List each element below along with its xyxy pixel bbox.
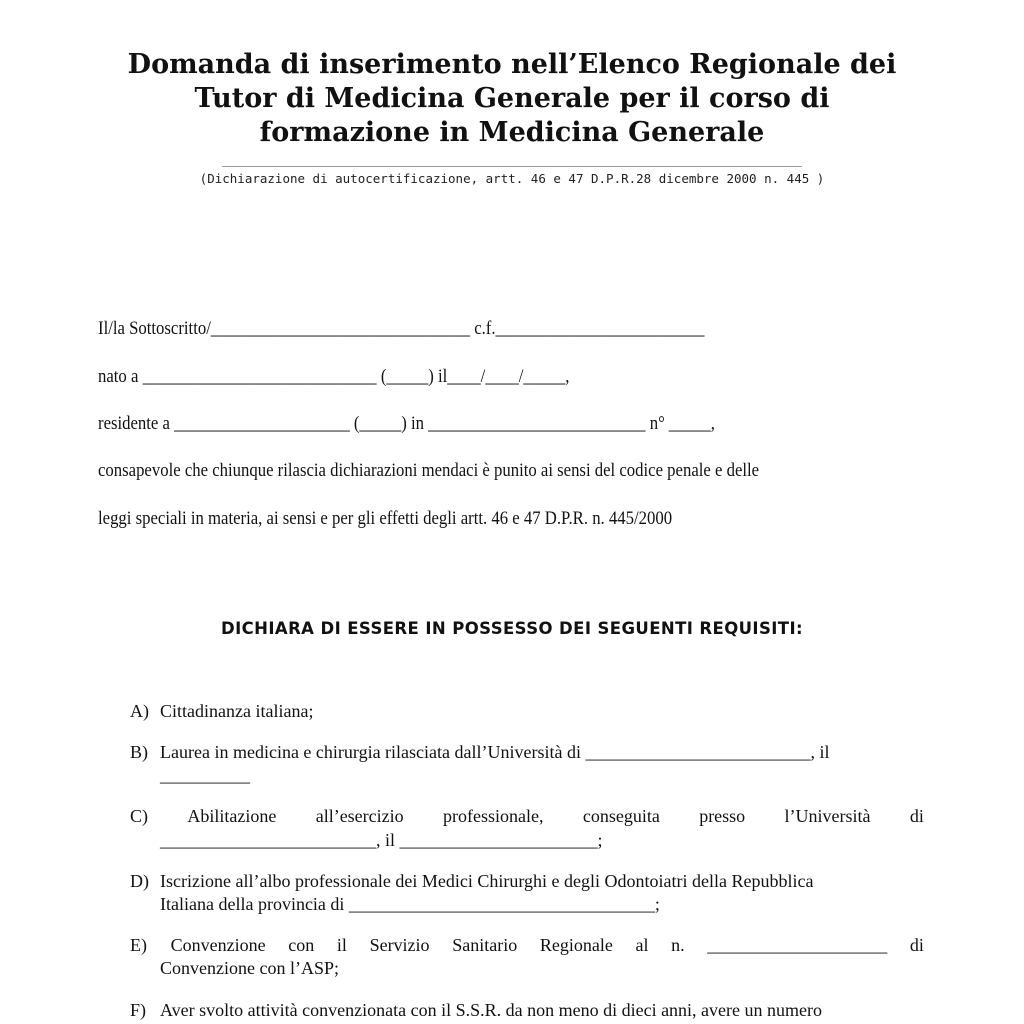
requirement-word: di (909, 806, 924, 826)
title-line: formazione in Medicina Generale (259, 117, 765, 148)
requirement-word: al (635, 935, 649, 955)
form-line-birth: nato a ____________________________ (_____) il____/____/_____, (98, 366, 570, 387)
requirement-word: con (288, 935, 315, 955)
form-line-declaration-1: consapevole che chiunque rilascia dichiarazioni mendaci è punito ai sensi del codice penale e delle (98, 460, 760, 481)
subtitle-divider (222, 166, 802, 167)
document-title (60, 48, 964, 150)
requirement-word: ____________________ (707, 935, 888, 955)
title-line: Tutor di Medicina Generale per il corso di (194, 83, 830, 114)
requirements-heading: DICHIARA DI ESSERE IN POSSESSO DEI SEGUENTI REQUISITI: (221, 619, 803, 638)
title-line: Domanda di inserimento nell’Elenco Regionale dei (127, 49, 897, 80)
requirement-b-continuation: __________ (160, 765, 250, 785)
requirement-text: Laurea in medicina e chirurgia rilasciata dall’Università di _________________________, il (160, 742, 830, 762)
requirement-c (130, 806, 924, 827)
document-subtitle: (Dichiarazione di autocertificazione, artt. 46 e 47 D.P.R.28 dicembre 2000 n. 445 ) (199, 171, 825, 186)
form-line-declaration-2: leggi speciali in materia, ai sensi e per gli effetti degli artt. 46 e 47 D.P.R. n. 445/2000 (98, 508, 673, 529)
requirement-text: Iscrizione all’albo professionale dei Medici Chirurghi e degli Odontoiatri della Repubblica (160, 871, 814, 891)
requirement-letter: B) (130, 742, 148, 762)
requirement-f (130, 1000, 822, 1021)
requirement-a (130, 701, 313, 722)
requirement-word: professionale, (443, 806, 544, 826)
form-line-name: Il/la Sottoscritto/_______________________________ c.f._________________________ (98, 318, 705, 339)
requirement-d (130, 871, 813, 892)
requirement-text: Cittadinanza italiana; (160, 701, 314, 721)
requirement-word: Abilitazione (187, 806, 277, 826)
requirement-word: di (909, 935, 924, 955)
requirement-word: conseguita (582, 806, 660, 826)
form-line-residence: residente a _____________________ (_____) in __________________________ n° _____, (98, 413, 715, 434)
requirement-letter: D) (130, 871, 149, 891)
requirement-c-continuation: ________________________, il ______________________; (160, 830, 603, 850)
requirement-word: Regionale (539, 935, 613, 955)
requirement-word: il (336, 935, 347, 955)
requirement-letter: C) (130, 806, 148, 826)
requirement-e (130, 935, 924, 956)
requirement-word: presso (699, 806, 746, 826)
requirement-letter: E) (130, 935, 147, 955)
requirement-word: Convenzione (170, 935, 266, 955)
requirement-letter: F) (130, 1000, 147, 1020)
requirement-d-continuation: Italiana della provincia di __________________________________; (160, 894, 660, 914)
requirement-word: n. (671, 935, 685, 955)
requirement-text: Aver svolto attività convenzionata con il S.S.R. da non meno di dieci anni, avere un numero (160, 1000, 823, 1020)
requirement-b (130, 742, 830, 763)
requirement-word: l’Università (784, 806, 871, 826)
requirement-e-continuation: Convenzione con l’ASP; (160, 958, 339, 978)
requirement-word: Sanitario (452, 935, 518, 955)
requirement-letter: A) (130, 701, 149, 721)
requirement-word: all’esercizio (315, 806, 404, 826)
requirement-word: Servizio (369, 935, 430, 955)
